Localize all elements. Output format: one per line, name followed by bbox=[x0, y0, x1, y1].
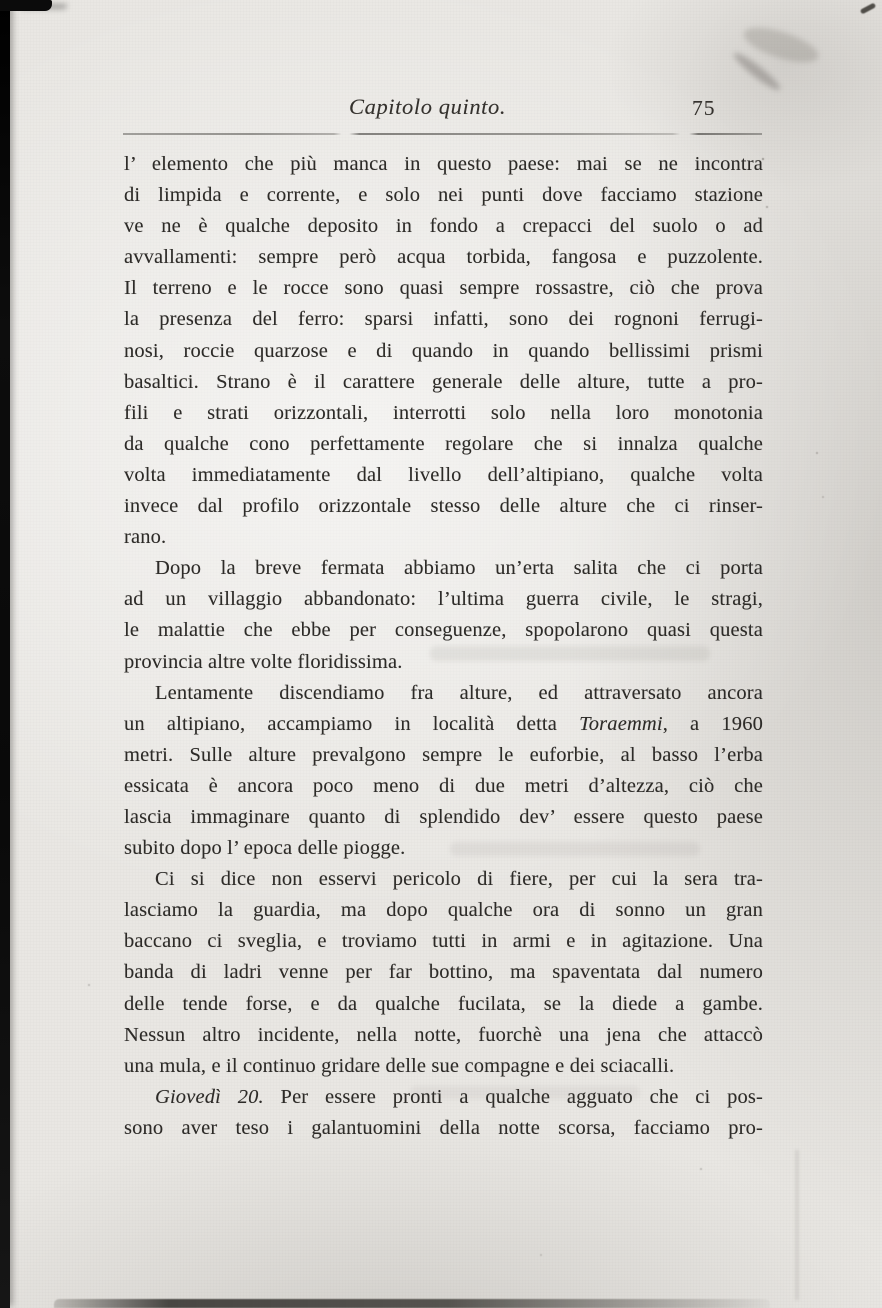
diary-date-italic: Giovedì 20. bbox=[155, 1085, 264, 1108]
text-line: essicata è ancora poco meno di due metri d’altezza, ciò che bbox=[124, 774, 763, 797]
text-line: Dopo la breve fermata abbiamo un’erta salita che ci porta bbox=[155, 557, 763, 580]
text-line: fili e strati orizzontali, interrotti solo nella loro monotonia bbox=[124, 401, 763, 424]
text-line: Lentamente discendiamo fra alture, ed attraversato ancora bbox=[155, 681, 763, 704]
running-header-title: Capitolo quinto. bbox=[349, 94, 507, 119]
text-line: invece dal profilo orizzontale stesso delle alture che ci rinser- bbox=[124, 495, 763, 518]
paper-specks bbox=[0, 0, 2, 2]
text-line: lasciamo la guardia, ma dopo qualche ora di sonno un gran bbox=[124, 899, 763, 922]
text-line: provincia altre volte floridissima. bbox=[124, 650, 403, 673]
book-binding-shadow bbox=[0, 0, 10, 1308]
text-segment: Per essere pronti a qualche agguato che ci pos- bbox=[263, 1085, 763, 1108]
text-line: banda di ladri venne per far bottino, ma spaventata dal numero bbox=[124, 961, 763, 984]
text-line: basaltici. Strano è il carattere generale delle alture, tutte a pro- bbox=[124, 370, 763, 393]
text-line: l’ elemento che più manca in questo paese: mai se ne incontra bbox=[124, 153, 763, 175]
text-line: lascia immaginare quanto di splendido dev’ essere questo paese bbox=[124, 805, 763, 828]
text-line: Ci si dice non esservi pericolo di fiere, per cui la sera tra- bbox=[155, 868, 763, 891]
text-segment: un altipiano, accampiamo in località detta bbox=[124, 712, 580, 735]
text-line: la presenza del ferro: sparsi infatti, sono dei rognoni ferrugi- bbox=[124, 308, 763, 331]
text-line: di limpida e corrente, e solo nei punti dove facciamo stazione bbox=[124, 184, 763, 207]
text-line: volta immediatamente dal livello dell’altipiano, qualche volta bbox=[124, 463, 763, 486]
text-line: baccano ci sveglia, e troviamo tutti in armi e in agitazione. Una bbox=[124, 930, 763, 953]
text-line: ve ne è qualche deposito in fondo a crepacci del suolo o ad bbox=[124, 215, 763, 238]
text-line bbox=[124, 1082, 763, 1113]
page-number: 75 bbox=[692, 96, 716, 120]
scan-bottom-shadow bbox=[54, 1299, 770, 1308]
text-line: sono aver teso i galantuomini della notte scorsa, facciamo pro- bbox=[124, 1116, 763, 1139]
text-line: da qualche cono perfettamente regolare che si innalza qualche bbox=[124, 432, 763, 455]
text-line: subito dopo l’ epoca delle piogge. bbox=[124, 837, 406, 860]
text-line bbox=[124, 709, 763, 740]
scan-artifact-corner-blot bbox=[0, 0, 52, 11]
page-fold-line bbox=[796, 1150, 798, 1300]
text-line: una mula, e il continuo gridare delle sue compagne e dei sciacalli. bbox=[124, 1054, 675, 1077]
body-text bbox=[124, 149, 763, 1144]
header-rule bbox=[123, 133, 762, 135]
scan-artifact-corner-mark bbox=[860, 3, 876, 15]
text-line: metri. Sulle alture prevalgono sempre le euforbie, al basso l’erba bbox=[124, 743, 763, 766]
text-line: ad un villaggio abbandonato: l’ultima guerra civile, le stragi, bbox=[124, 588, 763, 611]
text-line: nosi, roccie quarzose e di quando in quando bellissimi prismi bbox=[124, 339, 763, 362]
text-line: delle tende forse, e da qualche fucilata, se la diede a gambe. bbox=[124, 992, 763, 1015]
place-name-italic: Toraemmi bbox=[579, 712, 663, 735]
text-line: avvallamenti: sempre però acqua torbida, fangosa e puzzolente. bbox=[124, 246, 763, 269]
text-line: rano. bbox=[124, 526, 167, 549]
text-segment: , a 1960 bbox=[662, 712, 763, 735]
text-line: Nessun altro incidente, nella notte, fuorchè una jena che attaccò bbox=[124, 1023, 763, 1046]
text-line: Il terreno e le rocce sono quasi sempre rossastre, ciò che prova bbox=[124, 277, 763, 300]
text-line: le malattie che ebbe per conseguenze, spopolarono quasi questa bbox=[124, 619, 763, 642]
